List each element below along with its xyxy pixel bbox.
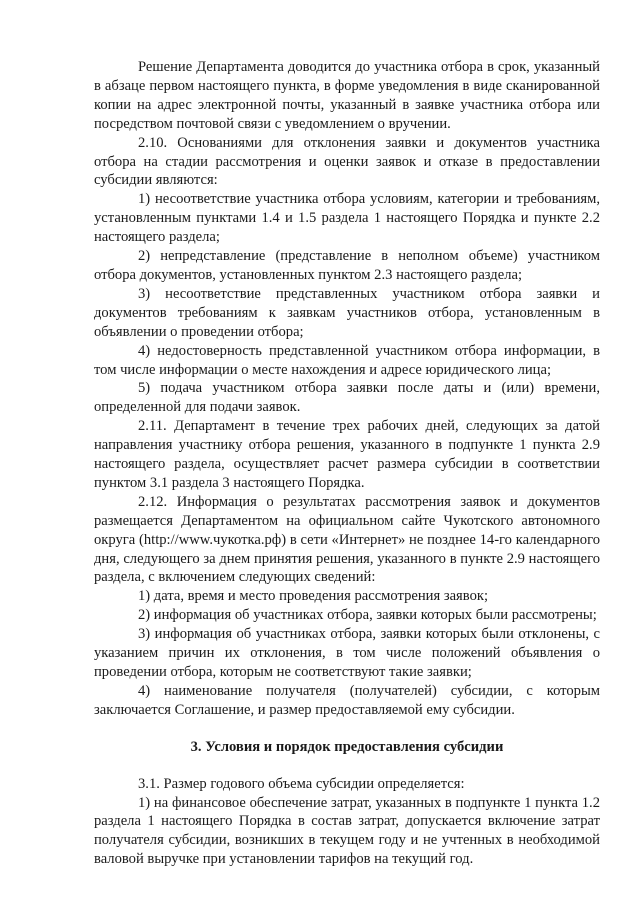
spacer: [94, 720, 600, 738]
list-item-2-10-2: 2) непредставление (представление в неполном объеме) участником отбора документов, установленных пунктом 2.3 настоящего раздела;: [94, 248, 600, 283]
list-item-2-12-2: 2) информация об участниках отбора, заявки которых были рассмотрены;: [138, 607, 597, 624]
paragraph-2-10: 2.10. Основаниями для отклонения заявки и документов участника отбора на стадии рассмотрения и оценки заявок и отказе в предоставлении субсидии являются:: [94, 134, 600, 189]
section-heading: 3. Условия и порядок предоставления субсидии: [190, 738, 504, 755]
list-item-2-12-3: 3) информация об участниках отбора, заявки которых были отклонены, с указанием причин их отклонения, в том числе положений объявления о проведении отбора, которым не соответствуют такие заявки;: [94, 626, 600, 680]
paragraph-2-11: 2.11. Департамент в течение трех рабочих дней, следующих за датой направления участнику отбора решения, указанного в подпункте 1 пункта 2.9 настоящего раздела, осуществляет расчет размера субсидии в соответствии пунктом 3.1 раздела 3 настоящего Порядка.: [94, 418, 600, 491]
spacer: [94, 757, 600, 775]
list-item-2-10-1: 1) несоответствие участника отбора условиям, категории и требованиям, установленным пунктами 1.4 и 1.5 раздела 1 настоящего Порядка и пункте 2.2 настоящего раздела;: [94, 191, 600, 246]
list-item-2-10-5: 5) подача участником отбора заявки после даты и (или) времени, определенной для подачи заявок.: [94, 380, 600, 416]
list-item-2-12-4: 4) наименование получателя (получателей) субсидии, с которым заключается Соглашение, и размер предоставляемой ему субсидии.: [94, 682, 600, 718]
list-item-3-1-1: 1) на финансовое обеспечение затрат, указанных в подпункте 1 пункта 1.2 раздела 1 настоящего Порядка в состав затрат, допускается включение затрат получателя субсидии, возникших в текущем году и не учтенных в необходимой валовой выручке при установлении тарифов на текущий год.: [94, 794, 600, 868]
paragraph-2-12: 2.12. Информация о результатах рассмотрения заявок и документов размещается Департаментом на официальном сайте Чукотского автономного округа (http://www.чукотка.рф) в сети «Интернет» не позднее 14-го календарного дня, следующего за днем принятия решения, указанного в пункте 2.9 настоящего раздела, с включением следующих сведений:: [94, 493, 600, 586]
list-item-2-10-3: 3) несоответствие представленных участником отбора заявки и документов требованиям к заявкам участников отбора, установленным в объявлении о проведении отбора;: [94, 285, 600, 340]
list-item-2-12-1: 1) дата, время и место проведения рассмотрения заявок;: [138, 588, 489, 605]
paragraph-decision-notice: Решение Департамента доводится до участника отбора в срок, указанный в абзаце первом настоящего пункта, в форме уведомления в виде сканированной копии на адрес электронной почты, указанный в заявке участника отбора или посредством почтовой связи с уведомлением о вручении.: [94, 59, 600, 132]
paragraph-3-1: 3.1. Размер годового объема субсидии определяется:: [138, 775, 465, 792]
document-page: [94, 58, 600, 869]
list-item-2-10-4: 4) недостоверность представленной участником отбора информации, в том числе информации о месте нахождения и адресе юридического лица;: [94, 342, 600, 378]
